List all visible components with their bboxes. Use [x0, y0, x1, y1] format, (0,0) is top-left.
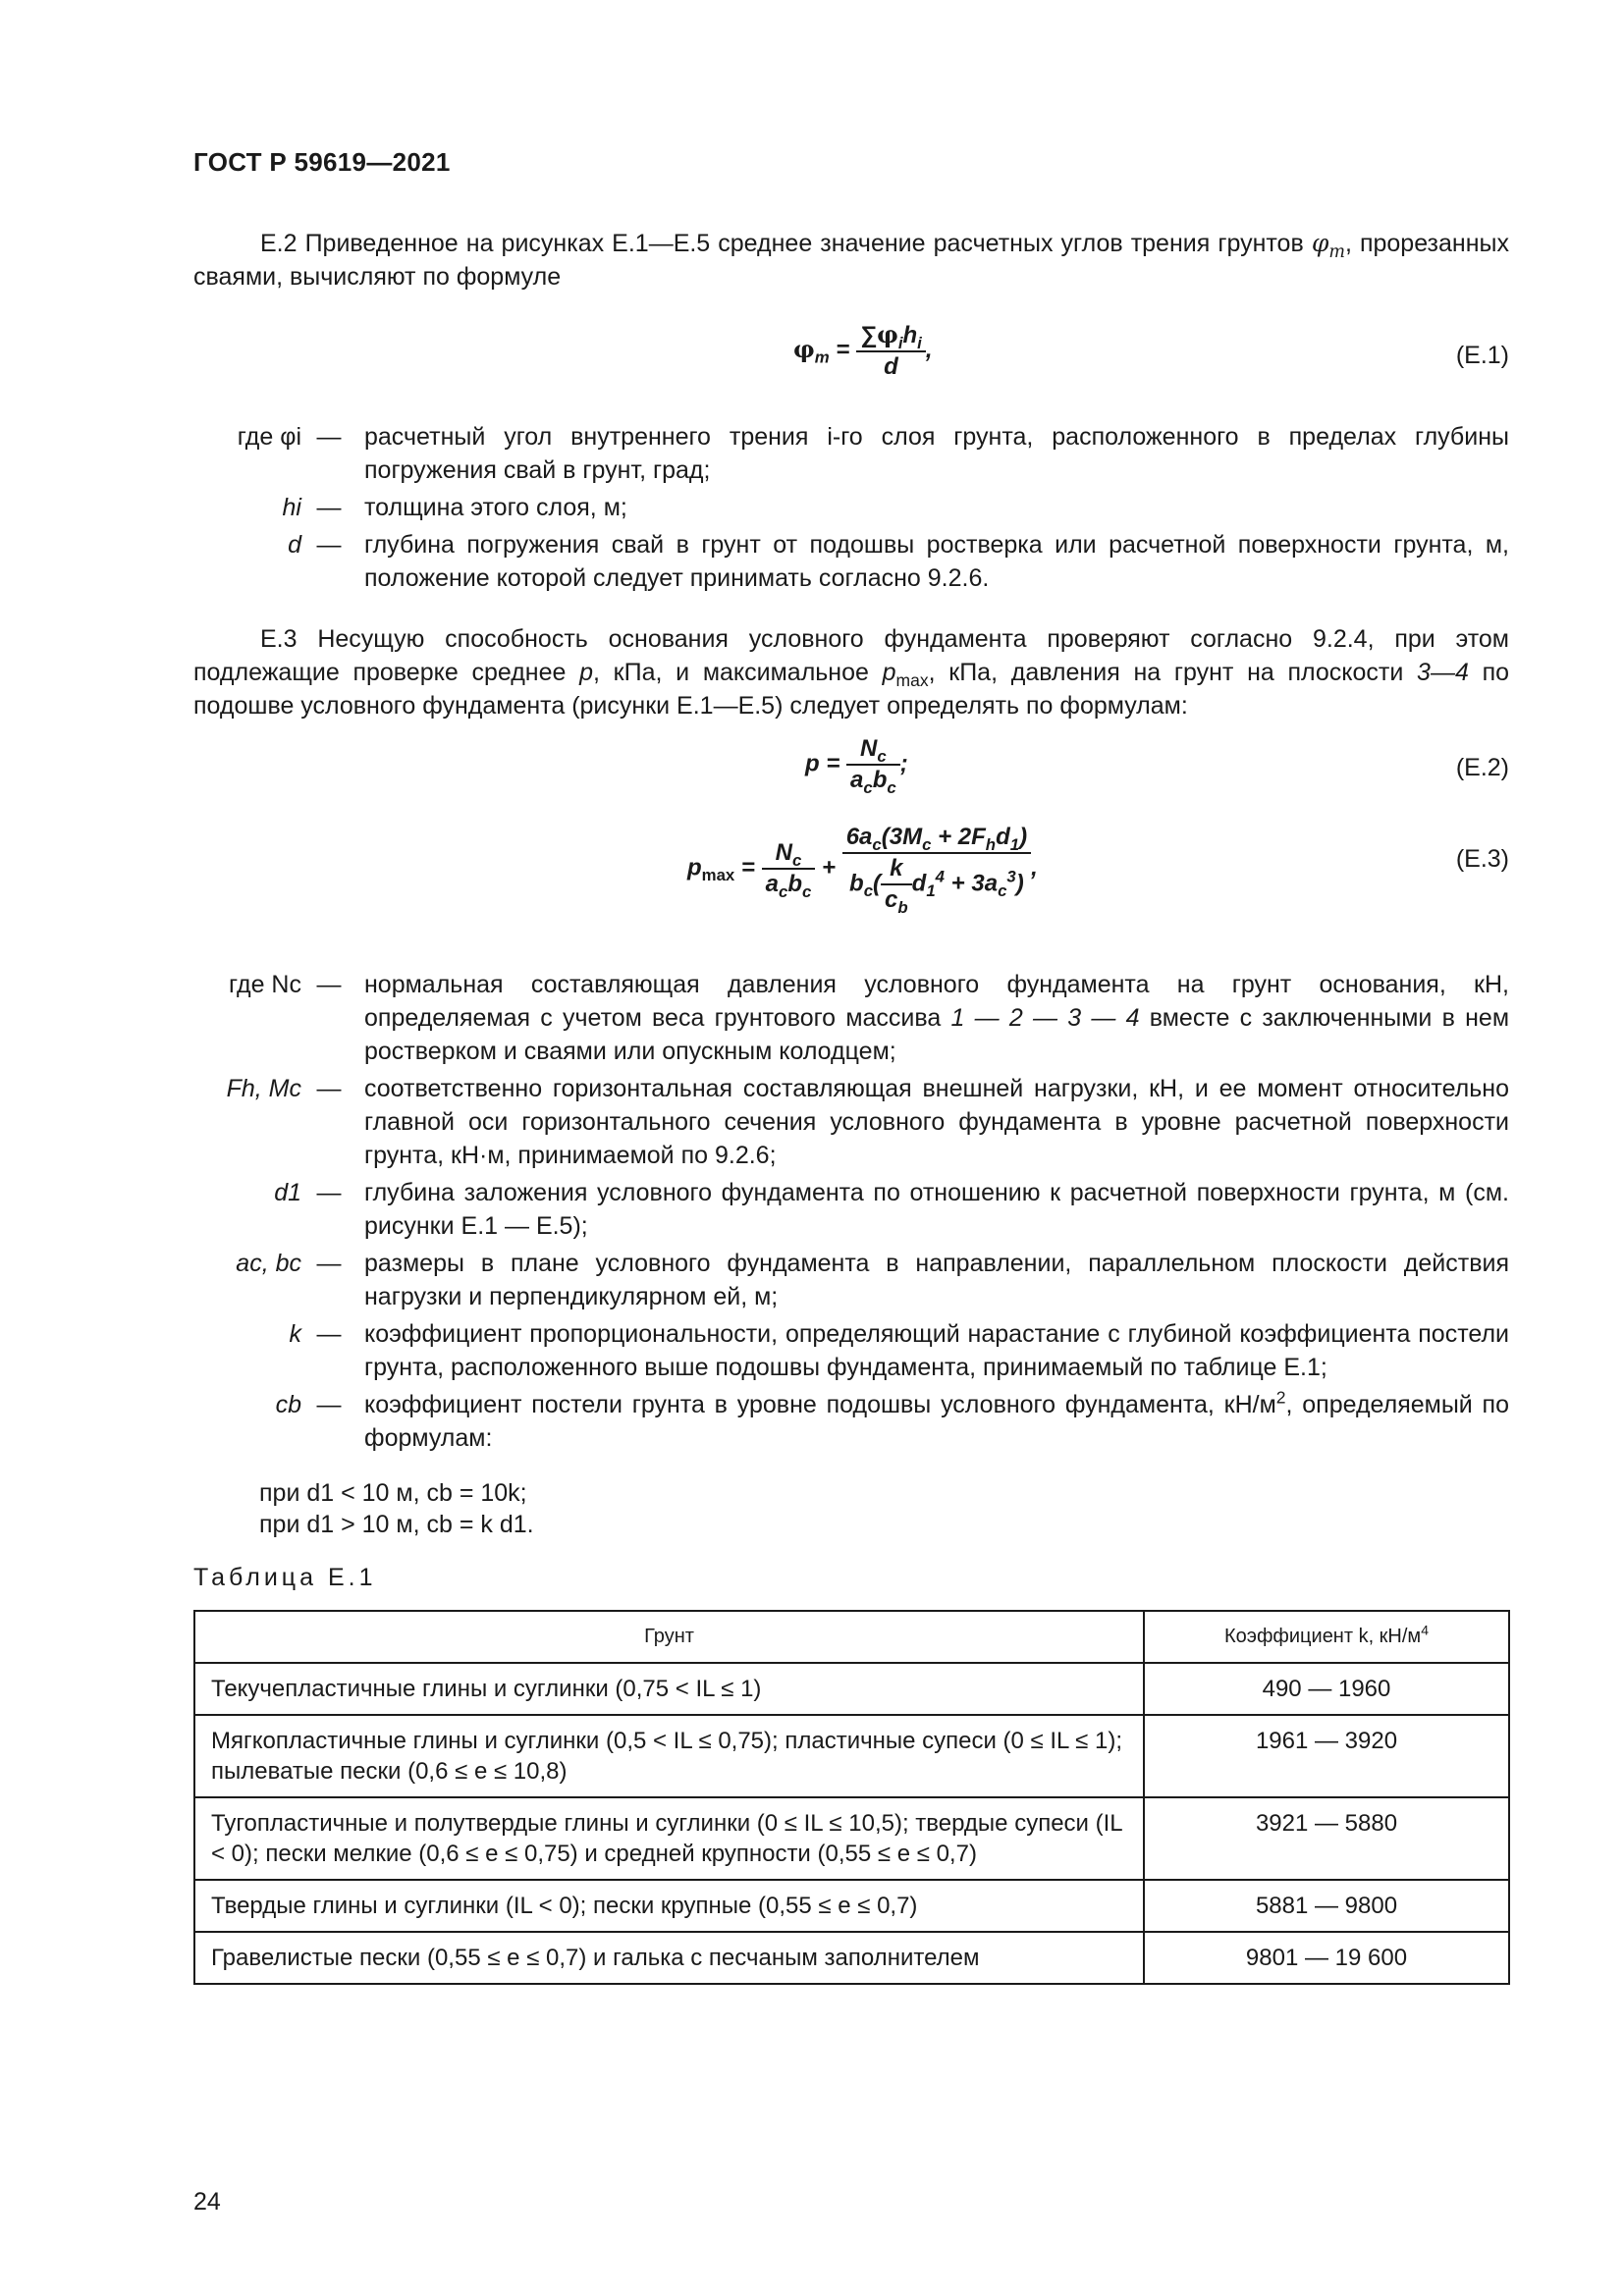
soil-cell: Твердые глины и суглинки (IL < 0); пески крупные (0,55 ≤ e ≤ 0,7): [194, 1880, 1144, 1932]
definition-dash: —: [316, 531, 342, 559]
table-header-row: [194, 1611, 1509, 1663]
definition-term: где Nc: [229, 971, 301, 998]
definition-text: [356, 1388, 1509, 1455]
definition-text-part: нормальная составляющая давления условного фундамента на грунт основания, кН, определяемая с учетом веса грунтового массива: [364, 971, 1509, 1032]
p-symbol: p: [579, 659, 594, 686]
definition-text: размеры в плане условного фундамента в направлении, параллельном плоскости действия нагрузки и перпендикулярном ей, м;: [364, 1250, 1509, 1310]
document-header: ГОСТ Р 59619—2021: [193, 147, 451, 177]
definition-text-part: , определяемый по формулам:: [364, 1391, 1509, 1452]
definition-term: hi: [282, 494, 301, 521]
table-row: [194, 1715, 1509, 1797]
definition-dash: —: [316, 1320, 342, 1348]
definition-row: [193, 1247, 1509, 1313]
coefficient-cell: 1961 — 3920: [1144, 1715, 1509, 1797]
table-row: [194, 1880, 1509, 1932]
definition-dash: —: [316, 494, 342, 521]
e3-text-d: по подошве условного фундамента (рисунки Е.1—Е.5) следует определять по формулам:: [193, 659, 1510, 720]
definition-dash: —: [316, 1075, 342, 1102]
e3-text-b: , кПа, и максимальное: [593, 659, 883, 686]
definition-row: [193, 1072, 1509, 1172]
definition-text: глубина заложения условного фундамента по отношению к расчетной поверхности грунта, м (см. рисунки Е.1 — Е.5);: [364, 1179, 1509, 1240]
definition-term: k: [289, 1320, 301, 1348]
definition-dash: —: [316, 423, 342, 451]
definition-text: расчетный угол внутреннего трения i-го слоя грунта, расположенного в пределах глубины погружения свай в грунт, град;: [364, 423, 1509, 484]
definition-term: Fh, Mc: [226, 1075, 301, 1102]
definition-row: [193, 491, 1509, 524]
e3-text-a: Е.3 Несущую способность основания условного фундамента проверяют согласно 9.2.4, при этом подлежащие проверке среднее: [193, 625, 1509, 686]
definition-text-part: вместе с заключенными в нем ростверком и сваями или опускным колодцем;: [364, 1004, 1510, 1065]
column-header-text: Коэффициент k, кН/м: [1224, 1626, 1422, 1647]
column-header-sup: 4: [1421, 1622, 1429, 1638]
equation-number-e3: (Е.3): [1455, 845, 1509, 873]
table-row: [194, 1663, 1509, 1715]
formula-e3: $p_{max}$ = $\frac{N_c}{a_cb_c}$ + $6a_c(3M_c + 2F_hd_1)$ $b_c$( $\frac{k}{c_b}$ $d_1^4 + 3a_c^3$) ,: [687, 824, 1038, 917]
e3-text-c: , кПа, давления на грунт на плоскости: [928, 659, 1418, 686]
column-header-coefficient: [1144, 1611, 1509, 1663]
coefficient-cell: 3921 — 5880: [1144, 1797, 1509, 1880]
definition-term: d1: [274, 1179, 301, 1206]
definition-text: коэффициент пропорциональности, определяющий нарастание с глубиной коэффициента постели грунта, расположенного выше подошвы фундамента, принимаемый по таблице Е.1;: [364, 1320, 1509, 1381]
definition-text: соответственно горизонтальная составляющая внешней нагрузки, кН, и ее момент относительно главной оси горизонтального сечения условного фундамента в уровне расчетной поверхности грунта, кН·м, принимаемой по 9.2.6;: [364, 1075, 1509, 1169]
formula-e1: $\varphi_m$ = $\frac{\sum\varphi_ih_i}{d}$ ,: [793, 320, 933, 380]
paragraph-e3: [193, 622, 1509, 722]
formula-e2: p = $\frac{N_c}{a_cb_c}$ ;: [805, 735, 908, 797]
coefficient-cell: 9801 — 19 600: [1144, 1932, 1509, 1984]
phi-m-symbol: $\varphi_m$: [1311, 229, 1345, 262]
definition-text: глубина погружения свай в грунт от подошвы ростверка или расчетной поверхности грунта, м, положение которой следует принимать согласно 9.2.6.: [364, 531, 1509, 592]
definition-term: d: [288, 531, 301, 559]
coefficient-cell: 5881 — 9800: [1144, 1880, 1509, 1932]
definition-row: [193, 1388, 1509, 1455]
column-header-soil: Грунт: [194, 1611, 1144, 1663]
definition-row: [193, 968, 1509, 1068]
definition-row: [193, 528, 1509, 595]
table-caption: Таблица Е.1: [193, 1564, 377, 1591]
definition-text: [356, 968, 1509, 1068]
definitions-list-2: [193, 968, 1509, 1459]
soil-cell: Текучепластичные глины и суглинки (0,75 < IL ≤ 1): [194, 1663, 1144, 1715]
definitions-list-1: [193, 420, 1509, 599]
definition-row: [193, 1317, 1509, 1384]
definition-term: cb: [275, 1391, 301, 1418]
definition-text-part: коэффициент постели грунта в уровне подошвы условного фундамента, кН/м: [364, 1391, 1276, 1418]
definition-text-sup: 2: [1275, 1387, 1286, 1408]
page-number: 24: [193, 2188, 221, 2216]
table-row: [194, 1932, 1509, 1984]
definition-dash: —: [316, 971, 342, 998]
equation-number-e2: (Е.2): [1455, 754, 1509, 781]
soil-coefficient-table: [193, 1610, 1510, 1985]
e2-text-b: , прорезанных сваями, вычисляют по формуле: [193, 230, 1509, 291]
definition-dash: —: [316, 1391, 342, 1418]
definition-term: ac, bc: [236, 1250, 301, 1277]
condition-line-2: при d1 > 10 м, cb = k d1.: [259, 1511, 534, 1538]
equation-number-e1: (Е.1): [1455, 342, 1509, 369]
definition-text-italic: 1 — 2 — 3 — 4: [950, 1004, 1140, 1032]
definition-dash: —: [316, 1250, 342, 1277]
definition-term: где φi: [237, 423, 301, 451]
table-row: [194, 1797, 1509, 1880]
soil-cell: Мягкопластичные глины и суглинки (0,5 < IL ≤ 0,75); пластичные супеси (0 ≤ IL ≤ 1); пылеватые пески (0,6 ≤ e ≤ 10,8): [194, 1715, 1144, 1797]
pmax-symbol: $p_{max}$: [882, 659, 929, 690]
e2-text-a: Е.2 Приведенное на рисунках Е.1—Е.5 среднее значение расчетных углов трения грунтов: [260, 230, 1312, 257]
coefficient-cell: 490 — 1960: [1144, 1663, 1509, 1715]
definition-row: [193, 420, 1509, 487]
condition-line-1: при d1 < 10 м, cb = 10k;: [259, 1479, 527, 1507]
soil-cell: Гравелистые пески (0,55 ≤ e ≤ 0,7) и галька с песчаным заполнителем: [194, 1932, 1144, 1984]
definition-row: [193, 1176, 1509, 1243]
soil-cell: Тугопластичные и полутвердые глины и суглинки (0 ≤ IL ≤ 10,5); твердые супеси (IL < 0); пески мелкие (0,6 ≤ e ≤ 0,75) и средней крупности (0,55 ≤ e ≤ 0,7): [194, 1797, 1144, 1880]
plane-label: 3—4: [1417, 659, 1469, 686]
definition-text: толщина этого слоя, м;: [364, 494, 627, 521]
paragraph-e2: [193, 227, 1509, 294]
definition-dash: —: [316, 1179, 342, 1206]
